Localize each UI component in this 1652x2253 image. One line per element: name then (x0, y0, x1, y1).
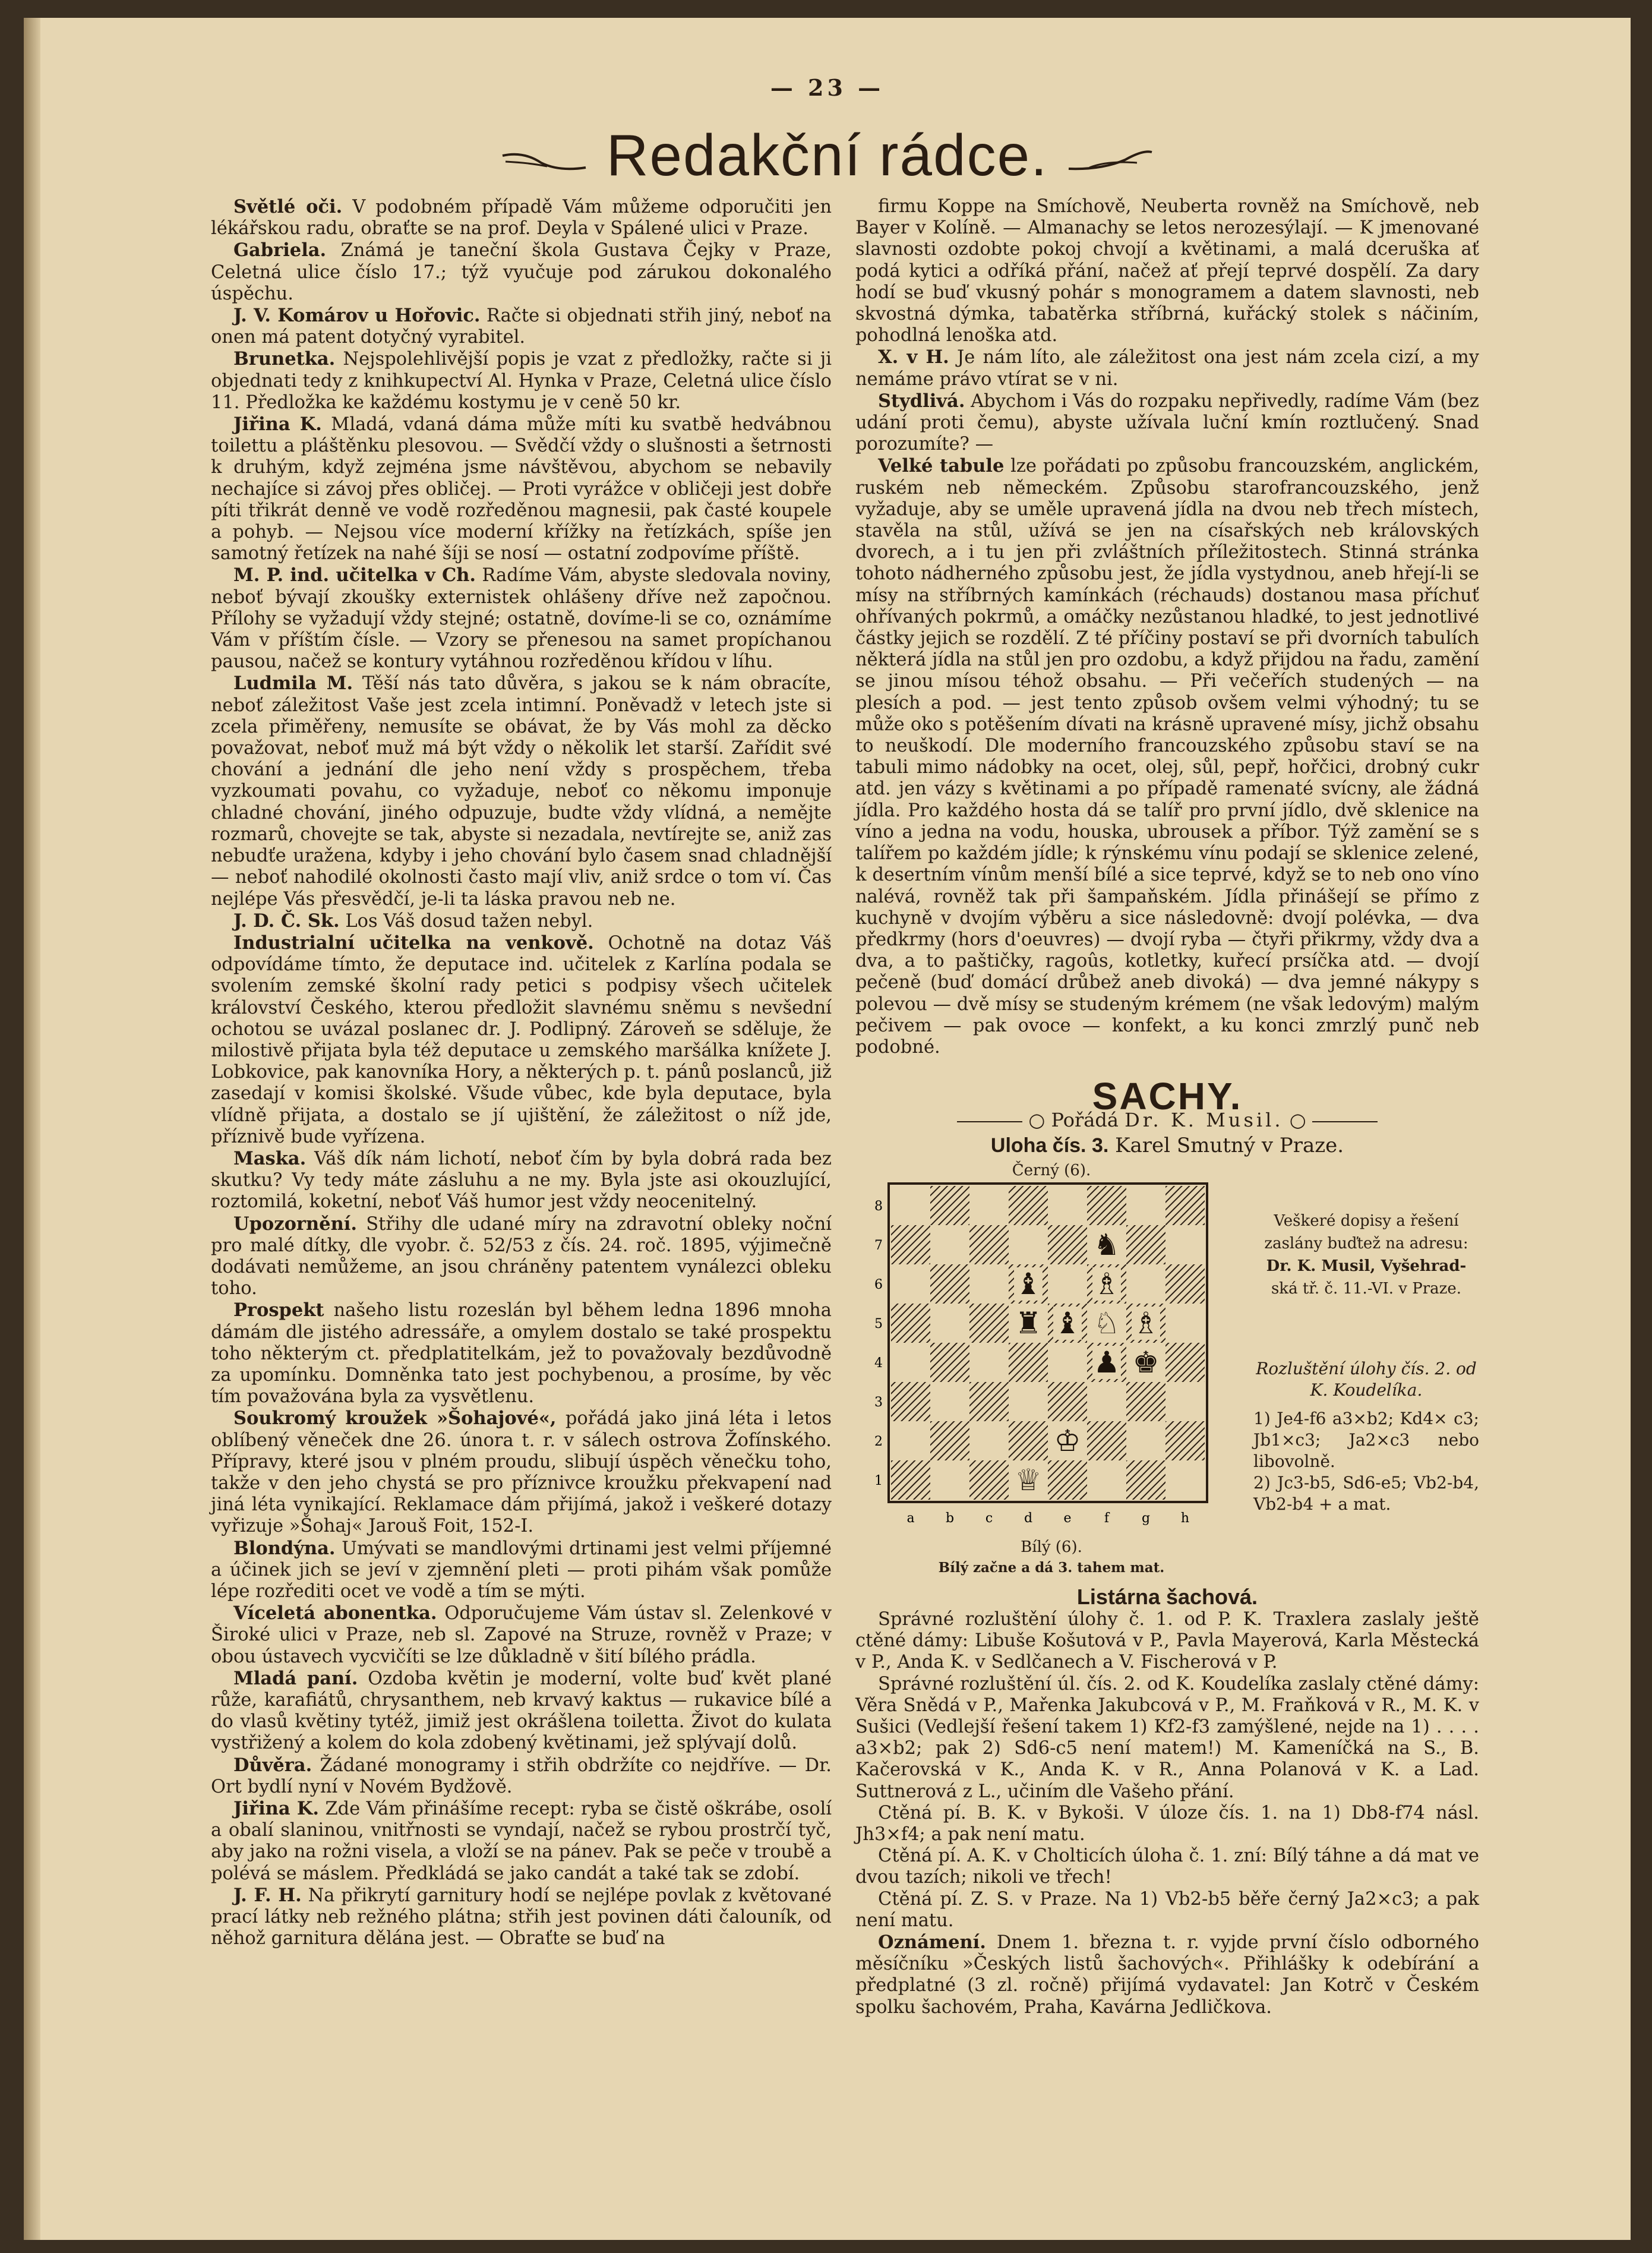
problem-label: Uloha čís. 3. (990, 1134, 1109, 1157)
chess-piece-g5: ♗ (1132, 1305, 1160, 1340)
light-square (1165, 1460, 1205, 1500)
light-square (1009, 1382, 1048, 1421)
page-number: — 23 — (770, 74, 885, 101)
answer-heading: Jiřina K. (233, 414, 322, 436)
rule-left (957, 1121, 1022, 1122)
light-square (1165, 1225, 1205, 1264)
organizer-name: Dr. K. Musil. (1125, 1109, 1284, 1132)
dark-square (1009, 1343, 1048, 1382)
answer-text: Ctěná pí. B. K. v Bykoši. V úloze čís. 1. na 1) Db8-f74 násl. Jh3×f4; a pak není matu. (855, 1802, 1479, 1845)
answer-heading: Velké tabule (878, 455, 1005, 477)
light-square (1048, 1343, 1087, 1382)
answer-heading: Víceletá abonentka. (233, 1602, 437, 1624)
answer-text: Ctěná pí. A. K. v Cholticích úloha č. 1. zní: Bílý táhne a dá mat ve dvou tazích; nikoli ve třech! (855, 1845, 1479, 1888)
answer-heading: Mladá paní. (233, 1667, 358, 1689)
answer-paragraph (211, 673, 832, 910)
dark-square (1009, 1421, 1048, 1460)
answer-heading: Maska. (233, 1147, 307, 1169)
dark-square (1165, 1186, 1205, 1225)
dark-square (930, 1421, 969, 1460)
answer-text: Račte si objednati střih jiný, neboť na onen má patent dotyčný vyrabitel. (211, 305, 832, 348)
answer-heading: Důvěra. (233, 1754, 312, 1776)
answer-heading: Blondýna. (233, 1537, 336, 1559)
light-square (1165, 1304, 1205, 1343)
chess-piece-f4: ♟ (1093, 1345, 1120, 1380)
answer-text: Zde Vám přinášíme recept: ryba se čistě oškrábe, osolí a obalí slaninou, vnitřnosti se vyndají, načež se rybou prostrčí tyč, aby jako na rožni visela, a vloží se na pánev. Pak se peče v troubě a polévá se máslem. Předkládá se jako candát a také tak se zdobí. (211, 1798, 832, 1884)
rank-label: 3 (874, 1394, 883, 1410)
chess-board (855, 1156, 1236, 1584)
dark-square (1126, 1382, 1165, 1421)
light-square (1126, 1186, 1165, 1225)
light-square (1048, 1264, 1087, 1304)
answer-heading: Stydlivá. (878, 390, 965, 412)
newspaper-page (24, 18, 1631, 2240)
dark-square (1048, 1225, 1087, 1264)
light-square (1126, 1421, 1165, 1460)
light-square (930, 1460, 969, 1500)
chess-piece-d6: ♝ (1015, 1266, 1042, 1301)
light-square (891, 1343, 930, 1382)
dark-square (930, 1186, 969, 1225)
answer-heading: Upozornění. (233, 1213, 357, 1235)
answer-text: Ctěná pí. Z. S. v Praze. Na 1) Vb2-b5 běře černý Ja2×c3; a pak není matu. (855, 1888, 1479, 1931)
light-square (1087, 1382, 1126, 1421)
solution-line: 1) Je4-f6 a3×b2; Kd4× c3; Jb1×c3; Ja2×c3 nebo libovolně. (1253, 1408, 1479, 1471)
answer-paragraph (855, 390, 1479, 456)
light-square (969, 1264, 1009, 1304)
rank-label: 1 (874, 1473, 883, 1488)
dark-square (930, 1264, 969, 1304)
answer-text: Žádané monogramy i střih obdržíte co nejdříve. — Dr. Ort bydlí nyní v Novém Bydžově. (211, 1755, 832, 1797)
file-label: d (1024, 1510, 1033, 1526)
dark-square (1087, 1421, 1126, 1460)
answer-paragraph (211, 910, 832, 932)
light-square (930, 1304, 969, 1343)
answer-text: Mladá, vdaná dáma může míti ku svatbě hedvábnou toilettu a pláštěnku plesovou. — Svědčí vždy o slušnosti a šetrnosti k druhým, když zejména jsme návštěvou, abychom se nebavily nechajíce si závoj přes obličej. — Proti vyrážce v obličeji jest dobře píti třikrát denně ve vodě rozředěnou magnesii, pak časté koupele a pohyb. — Nejsou více moderní křížky na řetízkách, spíše jen samotný řetízek na nahé šíji se nosí — ostatní zodpovíme příště. (211, 414, 832, 564)
chess-piece-d5: ♜ (1015, 1305, 1042, 1340)
chess-piece-e5: ♝ (1054, 1305, 1081, 1340)
file-label: c (985, 1510, 993, 1526)
answer-paragraph (211, 1755, 832, 1798)
answer-heading: X. v H. (878, 346, 949, 368)
answer-text: Střihy dle udané míry na zdravotní obleky noční pro malé dítky, dle vyobr. č. 52/53 z čís. 24. roč. 1895, výjimečně dodávati nemůžeme, an jsou chráněny patentem vynálezci obleku toho. (211, 1213, 832, 1299)
answer-text: V podobném případě Vám můžeme odporučiti jen lékářskou radu, obraťte se na prof. Deyla v Spálené ulici v Praze. (211, 197, 832, 239)
answer-text: našeho listu rozeslán byl během ledna 1896 mnoha dámám dle jistého adressáře, a omylem dostalo se také prospektu toho některým ct. předplatitelkám, jež to považovaly bezdůvodně za upomínku. Domněnka tato jest pochybenou, a prosíme, by věc tím považována byla za vysvětlenu. (211, 1300, 832, 1408)
solution-line: 2) Jc3-b5, Sd6-e5; Vb2-b4, Vb2-b4 + a mat. (1253, 1472, 1479, 1514)
answer-paragraph (211, 564, 832, 673)
answer-paragraph (211, 1668, 832, 1755)
file-label: g (1141, 1510, 1151, 1526)
address-line: Dr. K. Musil, Vyšehrad- (1266, 1257, 1467, 1275)
answer-paragraph (211, 1538, 832, 1603)
file-label: b (945, 1510, 955, 1526)
listarna-heading: Listárna šachová. (1076, 1584, 1258, 1609)
dark-square (969, 1460, 1009, 1500)
right-column-text (855, 196, 1479, 1058)
answer-paragraph (211, 1148, 832, 1213)
answer-paragraph (211, 348, 832, 414)
answer-heading: Jiřina K. (233, 1798, 320, 1820)
light-square (1087, 1460, 1126, 1500)
board-caption: Bílý začne a dá 3. tahem mat. (938, 1559, 1165, 1576)
answer-text: Ozdoba květin je moderní, volte buď květ plané růže, karafiátů, chrysanthem, neb krvavý kaktus — rukavice bílé a do vlasů květiny tytéž, jimiž jest okrášlena toiletta. Život do kulata vystřižený a kolem do kola zdobený květinami, jež splývají dolů. (211, 1668, 832, 1754)
answer-text: Odporučujeme Vám ústav sl. Zelenkové v Široké ulici v Praze, neb sl. Zapové na Struze, rovněž v Praze; v obou ústavech vycvičíti se lze důkladně v šití bílého prádla. (211, 1603, 832, 1667)
page-title: Redakční rádce. (606, 122, 1048, 188)
address-line: Veškeré dopisy a řešení (1274, 1211, 1459, 1230)
dark-square (1048, 1382, 1087, 1421)
light-square (1009, 1225, 1048, 1264)
chess-piece-f5: ♘ (1093, 1305, 1120, 1340)
dark-square (1126, 1225, 1165, 1264)
answer-text: firmu Koppe na Smíchově, Neuberta rovněž na Smíchově, neb Bayer v Kolíně. — Almanachy se letos nerozesýlají. — K jmenované slavnosti ozdobte pokoj chvojí a květinami, a malá dceruška ať podá kytici a odříká přání, načež ať přejí teprvé dospělí. Za dary hodí se buď vkusný pohár s monogramem a datem slavnosti, neb skvostná dýmka, tabatěrka stříbrná, kuřácký stolek s náčiním, pohodlná lenoška atd. (855, 196, 1479, 346)
answer-text: Váš dík nám lichotí, neboť čím by byla dobrá rada bez skutku? Vy tedy máte zásluhu a ne my. Byla jste asi okouzlující, roztomilá, koketní, neboť Váš humor jest vždy neocenitelný. (211, 1148, 832, 1213)
answer-text: Radíme Vám, abyste sledovala noviny, neboť bývají zkoušky externistek ohlášeny dříve než započnou. Přílohy se vyžadují vždy stejné; ostatně, dovíme-li se co, oznámíme Vám v příštím čísle. — Vzory se přenesou na samet propíchanou pausou, načež se kontury vytáhnou rozředěnou křídou v líhu. (211, 565, 832, 673)
answer-paragraph (855, 1674, 1479, 1803)
rank-label: 6 (874, 1277, 883, 1292)
dark-square (969, 1304, 1009, 1343)
dark-square (1165, 1343, 1205, 1382)
dark-square (969, 1382, 1009, 1421)
solution-title: Rozluštění úlohy čís. 2. od K. Koudelíka. (1256, 1358, 1477, 1400)
chess-piece-e2: ♔ (1054, 1423, 1081, 1458)
answer-text: Správné rozluštění úlohy č. 1. od P. K. Traxlera zaslaly ještě ctěné dámy: Libuše Košutová v P., Pavla Mayerová, Karla Městecká v P., Anda K. v Sedlčanech a V. Fischerová v P. (855, 1608, 1479, 1673)
answer-paragraph (211, 932, 832, 1148)
answer-paragraph (855, 1803, 1479, 1845)
rank-label: 8 (874, 1198, 883, 1214)
answer-paragraph (211, 305, 832, 348)
answer-paragraph (211, 1885, 832, 1950)
listarna-list (855, 1609, 1479, 2018)
light-square (891, 1421, 930, 1460)
dark-square (1165, 1264, 1205, 1304)
address-line: ská tř. č. 11.-VI. v Praze. (1271, 1279, 1462, 1298)
answer-text: pořádá jako jiná léta i letos oblíbený věneček dne 26. února t. r. v sálech ostrova Žofínského. Přípravy, které jsou v plném proudu, slibují úspěch věnečku toho, takže v den jeho chystá se pro příznivce kroužku překvapení nad jiná léta vynikající. Reklamace dám přijímá, jakož i veškeré dotazy vyřizuje »Šohaj« Jarouš Foit, 152-I. (211, 1408, 832, 1537)
answer-text: Ochotně na dotaz Váš odpovídáme tímto, že deputace ind. učitelek z Karlína podala se svolením zemské školní rady petici s podpisy všech učitelek království Českého, kterou předložit slavnému sněmu s nevšední ochotou se uvázal poslanec dr. J. Podlipný. Zároveň se sděluje, že milostivě přijata byla též deputace u zemského maršálka knížete J. Lobkovice, pak kanovníka Hory, a některých p. t. pánů poslanců, již zasedají v komisi školské. Všude vůbec, kde byla deputace, byla vlídně přijata, a dostalo se jí ujištění, že záležitost o níž jde, příznivě bude vyřízena. (211, 932, 832, 1147)
rank-label: 4 (874, 1355, 883, 1371)
answer-heading: Ludmila M. (233, 673, 353, 695)
file-label: f (1104, 1510, 1110, 1526)
dark-square (1087, 1186, 1126, 1225)
answer-heading: Brunetka. (233, 348, 336, 370)
dark-square (1165, 1421, 1205, 1460)
answer-text: Na přikrytí garnitury hodí se nejlépe povlak z květované prací látky neb režného plátna; střih jest povinen dáti čalouník, od něhož garnitura dělána jest. — Obraťte se buď na (211, 1885, 832, 1949)
right-ornament-icon (1066, 145, 1155, 175)
answer-heading: Gabriela. (233, 239, 327, 261)
answer-text: Je nám líto, ale záležitost ona jest nám zcela cizí, a my nemáme právo vtírat se v ni. (855, 347, 1479, 390)
light-square (1165, 1382, 1205, 1421)
left-column (211, 196, 832, 1949)
answer-heading: Industrialní učitelka na venkově. (233, 932, 594, 954)
chess-organizer-line: ○ Pořádá Dr. K. Musil. ○ (855, 1109, 1479, 1131)
rank-label: 2 (874, 1434, 883, 1449)
dark-square (891, 1382, 930, 1421)
chess-piece-f6: ♗ (1093, 1266, 1120, 1301)
answer-paragraph (211, 1299, 832, 1408)
light-square (1048, 1186, 1087, 1225)
answer-paragraph (855, 346, 1479, 390)
answer-heading: M. P. ind. učitelka v Ch. (233, 564, 476, 586)
answer-paragraph (211, 1602, 832, 1668)
answer-text: Los Váš dosud tažen nebyl. (345, 910, 593, 932)
dark-square (1009, 1186, 1048, 1225)
answer-heading: J. V. Komárov u Hořovic. (233, 305, 481, 327)
page-title-row (24, 122, 1631, 189)
answer-paragraph (211, 414, 832, 564)
answer-heading: J. D. Č. Sk. (233, 910, 340, 932)
answer-text: lze pořádati po způsobu francouzském, anglickém, ruském neb německém. Způsobu starofrancouzského, jenž vyžaduje, aby se uměle upravená jídla na dvou neb třech místech, stavěla na stůl, užívá se jen na císařských neb královských dvorech, a i tu jen při zvláštních příležitostech. Stinná stránka tohoto nádherného způsobu jest, že jídla vystydnou, aneb hřejí-li se mísy na stříbrných kamínkách (réchauds) dostanou masa příchuť ohřívaných pokrmů, a omáčky nezůstanou hladké, to jest jednotlivé částky jejich se rozdělí. Z té příčiny postaví se při dvorních tabulích některá jídla na stůl jen pro ozdobu, a když přijdou na řadu, zamění se jinou mísou téhož obsahu. — Při večeřích studených — na plesích a pod. — jest tento způsob ovšem velmi výhodný; tu se může oko s potěšením dívati na krásně upravené mísy, jichž obsahu to neuškodí. Dle moderního francouzského způsobu staví se na tabuli mimo nádobky na ocet, olej, sůl, pepř, hořčici, drobný cukr atd. jen vázy s květinami a po případě ramenaté svícny, ale žádná jídla. Pro každého hosta dá se talíř pro první jídlo, dvě sklenice na víno a jedna na vodu, houska, ubrousek a příbor. Týž zamění se s talířem po každém jídle; k rýnskému vínu podají se sklenice zelené, k desertním vínům menší bílé a sice teprvé, když se to neb ono víno nalévá, rovněž tak při šampaňském. Jídla přinášejí se přímo z kuchyně v dvojím výběru a sice následovně: dvojí polévka, — dva předkrmy (hors d'oeuvres) — dvojí ryba — čtyři přikrmy, vždy dva a dva, a to paštičky, ragoûs, kotletky, kuřecí prsíčka atd. — dvojí pečeně (buď domácí drůbež aneb divoká) — dva jemné nákypy s polevou — dvě mísy se studeným krémem (ne však ledovým) malým pečivem — pak ovoce — konfekt, a ku konci zmrzlý punč neb podobné. (855, 456, 1479, 1058)
rule-right (1312, 1121, 1378, 1122)
answer-paragraph (855, 455, 1479, 1058)
problem-author: Karel Smutný v Praze. (1115, 1133, 1344, 1157)
book-spine (24, 18, 40, 2240)
answer-text: Těší nás tato důvěra, s jakou se k nám obracíte, neboť záležitost Vaše jest zcela intimní. Poněvadž v letech jste si zcela přiměřeny, nemusíte se obávat, že by Vás mohl za děcko považovat, neboť muž má být vždy o několik let starší. Zařídit své chování a jednání dle jeho není vždy s prospěchem, třeba vyzkoumati povahu, co vyžaduje, neboť co někomu imponuje chladné chování, jiného odpuzuje, budte vždy vlídná, a nemějte rozmarů, chovejte se tak, abyste si nezadala, nevtírejte se, aniž zas nebudťe uražena, kdyby i jeho chování bylo časem snad chladnější — neboť nahodilé okolnosti často mají vliv, aniž srdce o tom ví. Čas nejlépe Vás přesvědčí, je-li ta láska pravou neb ne. (211, 673, 832, 910)
problem-heading (855, 1135, 1479, 1156)
chess-piece-d1: ♕ (1015, 1462, 1042, 1497)
answer-paragraph (855, 1609, 1479, 1674)
white-label: Bílý (6). (1021, 1538, 1082, 1556)
answer-heading: Prospekt (233, 1299, 324, 1321)
dark-square (891, 1304, 930, 1343)
left-ornament-icon (500, 145, 589, 175)
chess-piece-f7: ♞ (1093, 1227, 1120, 1262)
answer-text: Dnem 1. března t. r. vyjde první číslo odborného měsíčníku »Českých listů šachových«. Přihlášky k odebírání a předplatné (3 zl. ročně) přijímá vydavatel: Jan Kotrč v Českém spolku šachovém, Praha, Kavárna Jedličkova. (855, 1932, 1479, 2018)
answer-paragraph (855, 1889, 1479, 1932)
answer-text: Umývati se mandlovými drtinami jest velmi příjemné a účinek jich se jeví v zjemnění pleti — proti pihám však pomůže lépe rozřediti ocet ve vodě a tím se mýti. (211, 1538, 832, 1602)
answer-text: Správné rozluštění úl. čís. 2. od K. Koudelíka zaslaly ctěné dámy: Věra Snědá v P., Mařenka Jakubcová v P., M. Fraňková v R., M. K. v Sušici (Vedlejší řešení takem 1) Kf2-f3 zamýšlené, nejde na 1) . . . . a3×b2; pak 2) Sd6-c5 není matem!) M. Kameníčká na S., B. Kačerovská v K., Anda K. v R., Anna Polanová v K. a Lad. Suttnerová z L., učiním dle Vašeho přání. (855, 1673, 1479, 1802)
answer-paragraph (211, 239, 832, 305)
file-label: e (1063, 1510, 1072, 1526)
light-square (969, 1421, 1009, 1460)
light-square (891, 1186, 930, 1225)
answer-paragraph (855, 196, 1479, 346)
black-label: Černý (6). (1012, 1161, 1091, 1179)
answer-text: Abychom i Vás do rozpaku nepřivedly, radíme Vám (bez udání proti čemu), abyste užívala luční kmín roztlučený. Snad porozumíte? — (855, 390, 1479, 455)
answer-paragraph (855, 1845, 1479, 1888)
answer-heading: Soukromý kroužek »Šohajové«, (233, 1408, 557, 1430)
dark-square (969, 1225, 1009, 1264)
dark-square (891, 1225, 930, 1264)
light-square (969, 1343, 1009, 1382)
rank-label: 7 (874, 1238, 883, 1253)
chess-heading: SACHY. (1092, 1075, 1243, 1118)
answer-paragraph (211, 1798, 832, 1885)
file-label: a (906, 1510, 915, 1526)
solution-block (1253, 1358, 1479, 1515)
light-square (969, 1186, 1009, 1225)
answer-paragraph (211, 1408, 832, 1537)
answer-text: Nejspolehlivější popis je vzat z předložky, račte si ji objednati tedy z knihkupectví Al. Hynka v Praze, Celetná ulice číslo 11. Předložka ke každému kostymu je v ceně 50 kr. (211, 349, 832, 413)
light-square (930, 1382, 969, 1421)
right-column (855, 196, 1479, 2018)
dark-square (891, 1460, 930, 1500)
chess-piece-g4: ♚ (1132, 1345, 1160, 1380)
dark-square (930, 1343, 969, 1382)
address-block (1253, 1210, 1479, 1300)
answer-heading: J. F. H. (233, 1884, 302, 1906)
answer-paragraph (211, 1213, 832, 1300)
address-line: zaslány buďtež na adresu: (1264, 1234, 1468, 1252)
organizer-prefix: Pořádá (1051, 1109, 1119, 1132)
answer-heading: Oznámení. (878, 1931, 986, 1953)
answer-heading: Světlé oči. (233, 196, 343, 217)
light-square (1126, 1264, 1165, 1304)
light-square (891, 1264, 930, 1304)
answer-paragraph (855, 1932, 1479, 2018)
answer-paragraph (211, 196, 832, 239)
rank-label: 5 (874, 1316, 883, 1331)
dark-square (1048, 1460, 1087, 1500)
chess-area (855, 1156, 1479, 1584)
light-square (930, 1225, 969, 1264)
file-label: h (1180, 1510, 1190, 1526)
answer-text: Známá je taneční škola Gustava Čejky v Praze, Celetná ulice číslo 17.; týž vyučuje pod zárukou dokonalého úspěchu. (211, 240, 832, 304)
dark-square (1126, 1460, 1165, 1500)
